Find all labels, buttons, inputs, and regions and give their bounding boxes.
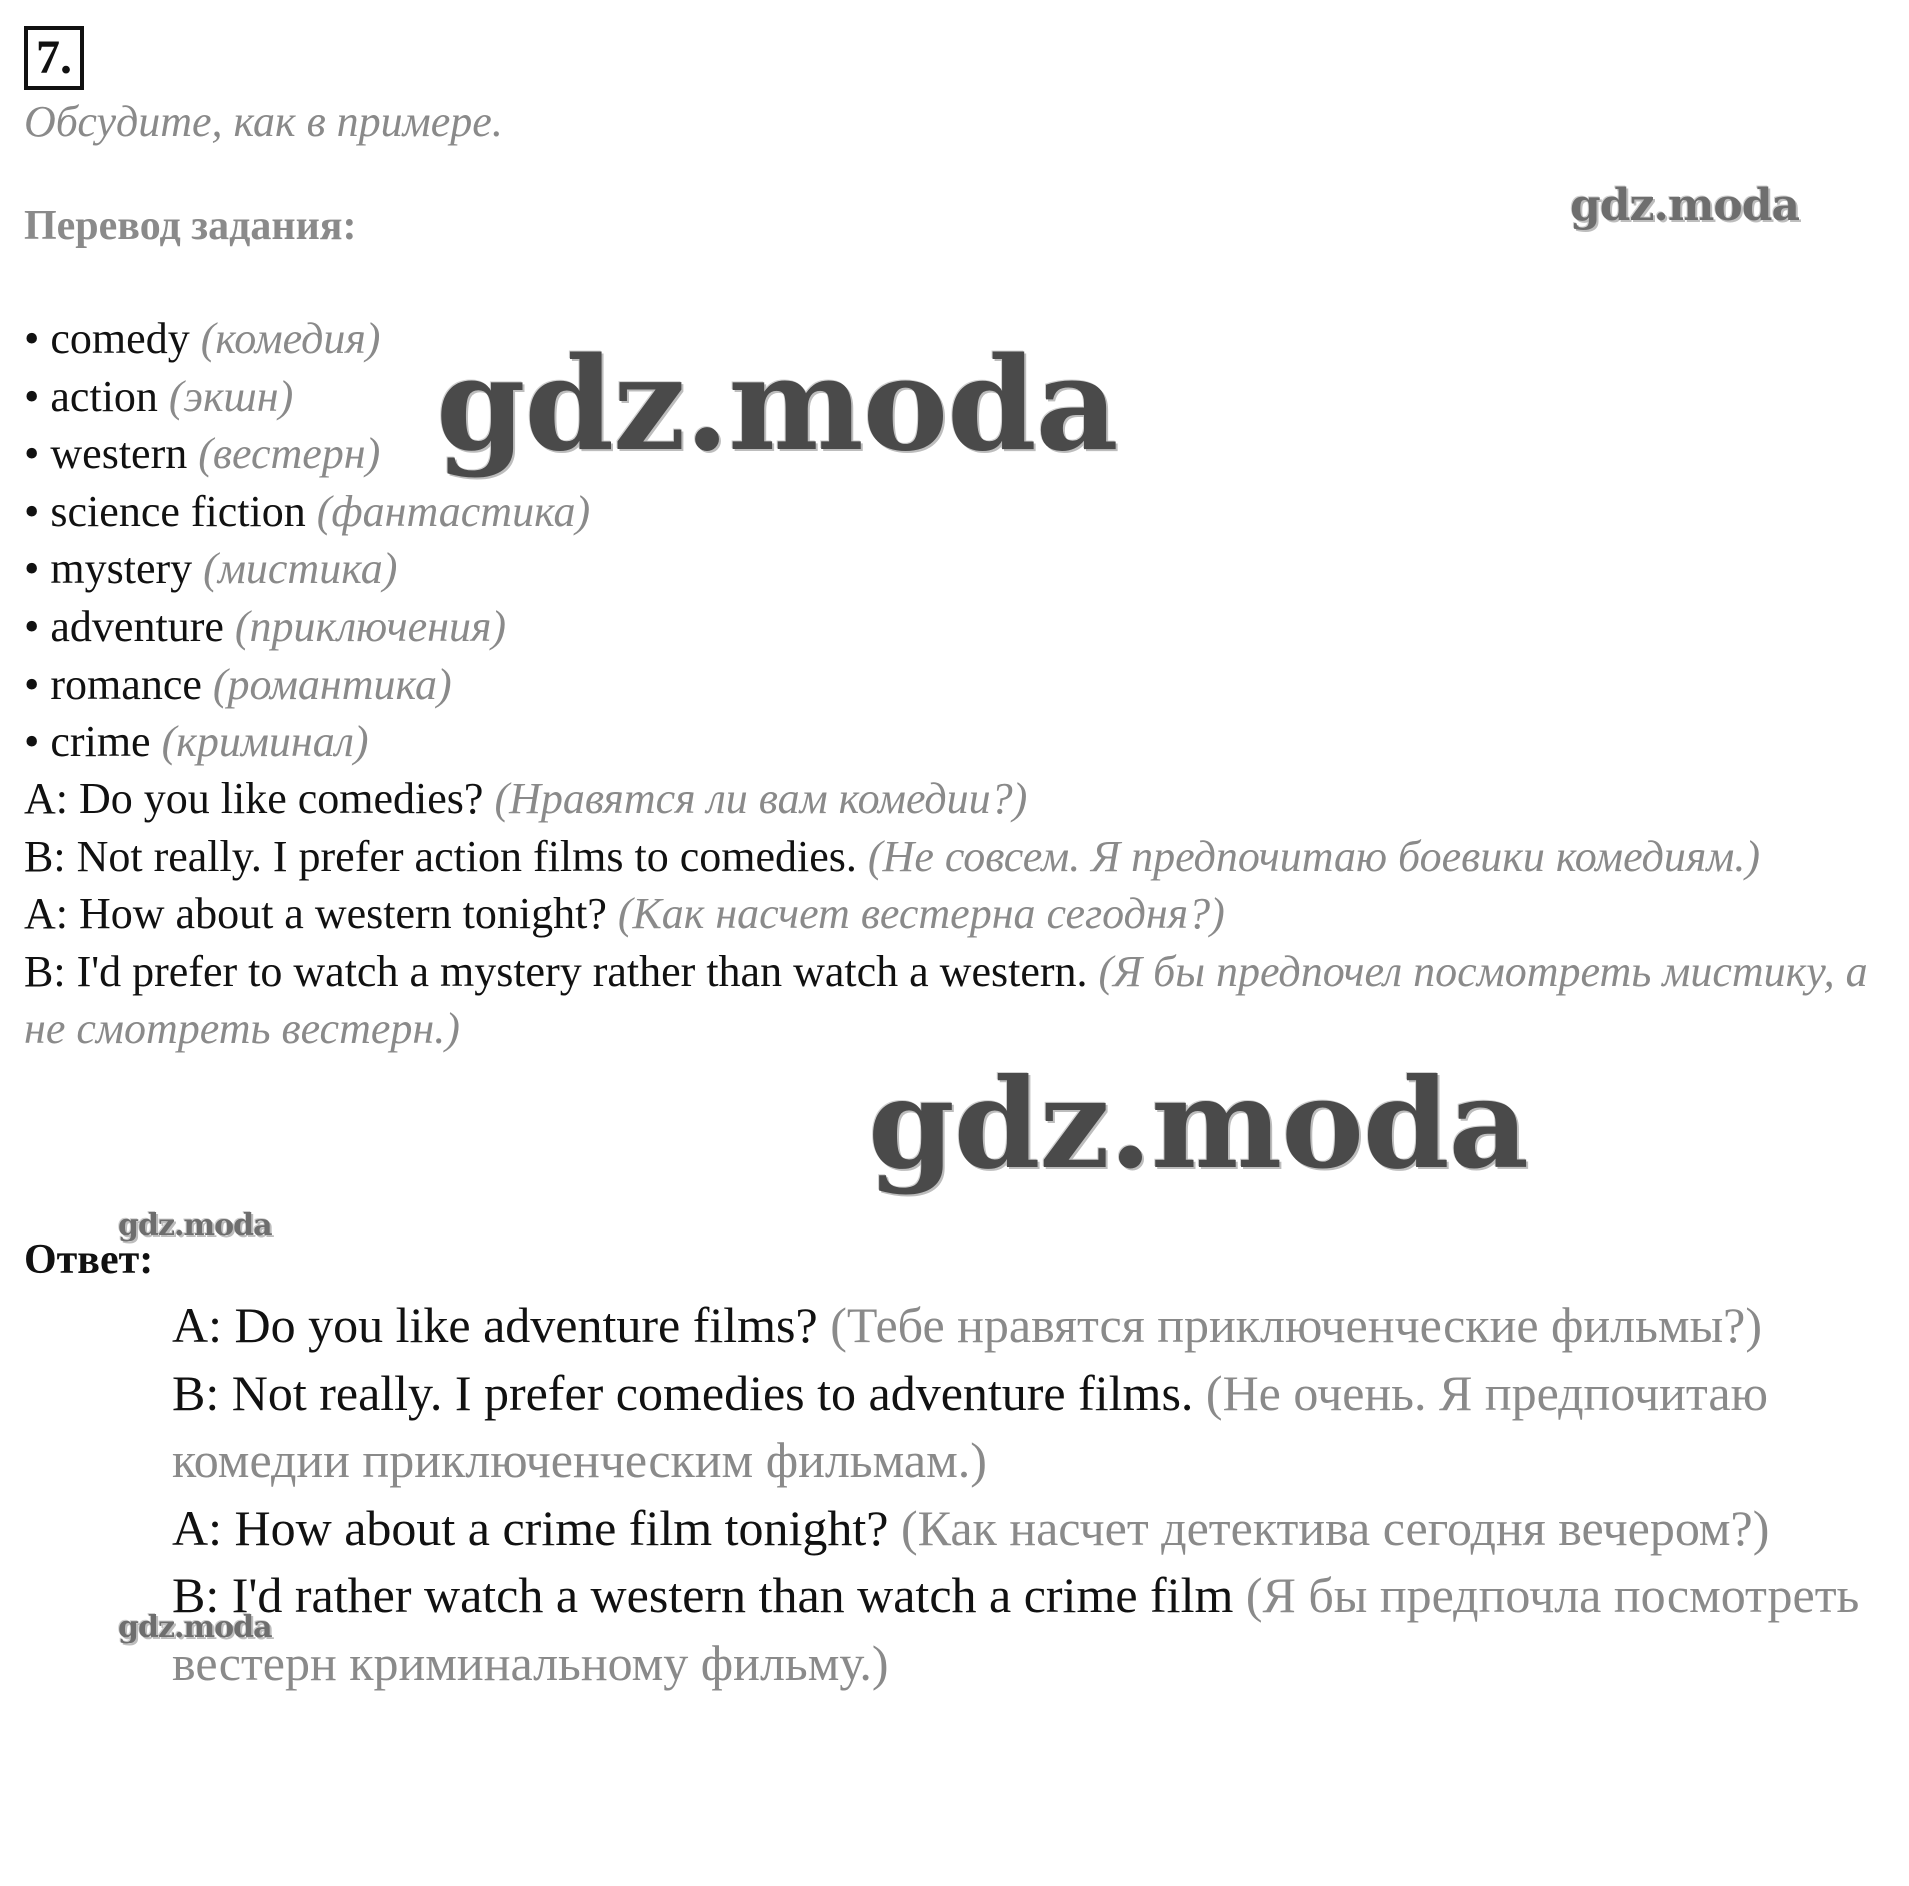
dialogue-line [24,943,1884,1058]
bullet: • [24,486,40,536]
dialogue-line [24,885,1884,943]
watermark: gdz.moda [1570,180,1800,231]
genre-en: romance [50,659,202,709]
genre-ru: (криминал) [161,717,369,767]
genre-en: science fiction [50,486,306,536]
watermark: gdz.moda [118,1610,272,1645]
line-en: A: How about a crime film tonight? [172,1499,889,1556]
line-ru: (Я бы предпочла посмотреть вестерн криминальному фильму.) [172,1567,1860,1691]
bullet: • [24,429,40,479]
bullet: • [24,659,40,709]
line-ru: (Нравятся ли вам комедии?) [494,774,1028,823]
translation-heading: Перевод задания: [24,203,357,249]
line-en: B: I'd prefer to watch a mystery rather than watch a western. [24,946,1088,996]
list-item [24,483,590,541]
line-en: B: Not really. I prefer action films to comedies. [24,831,857,881]
line-ru: (Как насчет вестерна сегодня?) [617,889,1225,939]
genre-ru: (приключения) [234,601,507,651]
line-ru: (Я бы предпочел посмотреть мистику, а не смотреть вестерн.) [24,946,1868,1054]
watermark: gdz.moda [868,1052,1528,1197]
instruction: Обсудите, как в примере. [24,97,503,146]
genre-en: mystery [50,544,193,594]
line-en: A: Do you like adventure films? [172,1297,818,1353]
example-dialogue [24,770,1884,1058]
list-item [24,598,590,656]
genre-en: western [50,429,188,479]
genre-ru: (вестерн) [198,429,381,479]
genre-ru: (мистика) [203,544,398,594]
line-en: B: Not really. I prefer comedies to adventure films. [172,1364,1194,1421]
genre-ru: (экшн) [168,371,294,421]
list-item [24,540,590,598]
dialogue-line [24,770,1884,828]
dialogue-line [172,1562,1872,1697]
watermark: gdz.moda [436,330,1118,480]
dialogue-line [172,1495,1872,1563]
genre-en: adventure [50,601,224,651]
line-ru: (Как насчет детектива сегодня вечером?) [901,1499,1770,1556]
line-en: A: Do you like comedies? [24,774,484,823]
bullet: • [24,314,40,363]
task-number: 7. [24,26,84,90]
genre-en: comedy [50,314,190,363]
line-en: A: How about a western tonight? [24,889,607,939]
genre-en: crime [50,717,151,767]
line-ru: (Не очень. Я предпочитаю комедии приключенческим фильмам.) [172,1364,1768,1488]
bullet: • [24,371,40,421]
dialogue-line [172,1360,1872,1495]
genre-ru: (романтика) [212,659,452,709]
bullet: • [24,717,40,767]
line-ru: (Не совсем. Я предпочитаю боевики комедиям.) [867,831,1761,881]
bullet: • [24,601,40,651]
dialogue-line [24,828,1884,886]
line-ru: (Тебе нравятся приключенческие фильмы?) [830,1297,1762,1353]
watermark: gdz.moda [118,1208,272,1243]
answer-dialogue [172,1292,1872,1697]
genre-ru: (фантастика) [316,486,591,536]
genre-en: action [50,371,158,421]
list-item [24,713,590,771]
line-en: B: I'd rather watch a western than watch a crime film [172,1567,1234,1623]
list-item [24,656,590,714]
genre-ru: (комедия) [200,314,381,363]
dialogue-line [172,1292,1872,1360]
answer-heading: Ответ: [24,1237,154,1283]
bullet: • [24,544,40,594]
